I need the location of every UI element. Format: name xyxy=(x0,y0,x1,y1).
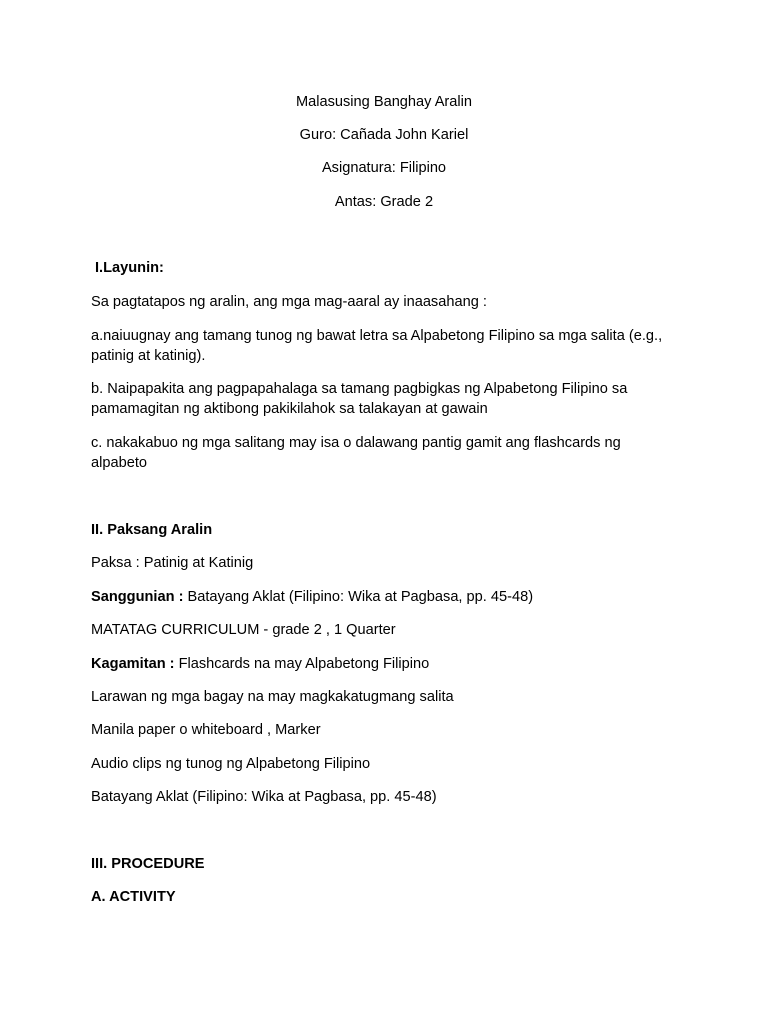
material-item: Audio clips ng tunog ng Alpabetong Filipino xyxy=(91,756,371,772)
reference-line xyxy=(91,587,671,607)
reference-label: Sanggunian : xyxy=(91,589,184,605)
section2-heading: II. Paksang Aralin xyxy=(91,522,213,538)
teacher-line: Guro: Cañada John Kariel xyxy=(299,127,469,143)
section3-heading: III. PROCEDURE xyxy=(91,856,205,872)
materials-line xyxy=(91,654,671,674)
topic-line: Paksa : Patinig at Katinig xyxy=(91,555,254,571)
materials-value: Flashcards na may Alpabetong Filipino xyxy=(174,656,430,672)
objective-a: a.naiuugnay ang tamang tunog ng bawat letra sa Alpabetong Filipino sa mga salita (e.g., patinig at katinig). xyxy=(91,328,663,364)
subject-line: Asignatura: Filipino xyxy=(321,160,447,176)
material-item: Batayang Aklat (Filipino: Wika at Pagbasa, pp. 45-48) xyxy=(91,789,437,805)
grade-line: Antas: Grade 2 xyxy=(334,194,434,210)
objective-b: b. Naipapakita ang pagpapahalaga sa tamang pagbigkas ng Alpabetong Filipino sa pamamagitan ng aktibong pakikilahok sa talakayan at gawain xyxy=(91,381,628,417)
materials-label: Kagamitan : xyxy=(91,656,175,672)
section1-intro: Sa pagtatapos ng aralin, ang mga mag-aaral ay inaasahang : xyxy=(91,294,487,310)
section1-heading: I.Layunin: xyxy=(95,260,164,276)
material-item: Manila paper o whiteboard , Marker xyxy=(91,722,321,738)
objective-c: c. nakakabuo ng mga salitang may isa o dalawang pantig gamit ang flashcards ng alpabeto xyxy=(91,435,621,471)
reference-value: Batayang Aklat (Filipino: Wika at Pagbasa, pp. 45-48) xyxy=(183,589,534,605)
document-title: Malasusing Banghay Aralin xyxy=(295,94,473,110)
section3-subheading: A. ACTIVITY xyxy=(91,889,176,905)
material-item: Larawan ng mga bagay na may magkakatugmang salita xyxy=(91,689,454,705)
curriculum-line: MATATAG CURRICULUM - grade 2 , 1 Quarter xyxy=(91,622,396,638)
